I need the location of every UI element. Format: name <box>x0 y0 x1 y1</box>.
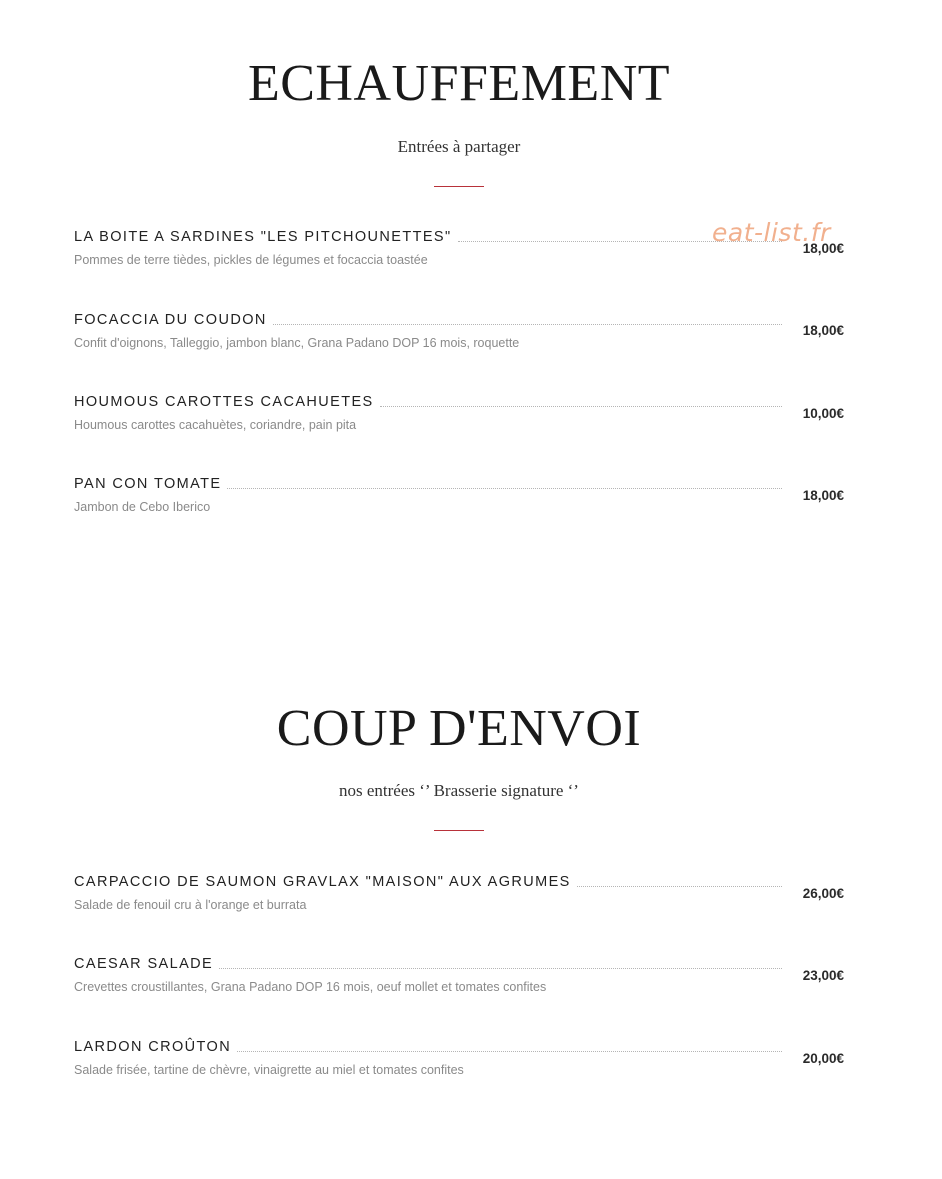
item-description: Salade de fenouil cru à l'orange et burrata <box>74 898 307 912</box>
dotted-leader <box>458 240 782 242</box>
item-price: 26,00€ <box>802 886 844 901</box>
item-name: FOCACCIA DU COUDON <box>74 312 267 328</box>
section-subtitle: nos entrées ‘’ Brasserie signature ‘’ <box>339 781 579 800</box>
menu-item <box>74 1038 844 1084</box>
item-name: PAN CON TOMATE <box>74 476 222 492</box>
item-price: 23,00€ <box>802 968 844 983</box>
dotted-leader <box>227 487 782 489</box>
item-name: LARDON CROÛTON <box>74 1039 232 1055</box>
menu-item <box>74 475 844 521</box>
dotted-leader <box>237 1050 782 1052</box>
section-subtitle: Entrées à partager <box>397 137 521 156</box>
item-description: Confit d'oignons, Talleggio, jambon blanc, Grana Padano DOP 16 mois, roquette <box>74 336 520 350</box>
item-name: CARPACCIO DE SAUMON GRAVLAX "MAISON" AUX AGRUMES <box>74 874 571 890</box>
item-price: 20,00€ <box>802 1051 844 1066</box>
item-name: CAESAR SALADE <box>74 956 214 972</box>
menu-item <box>74 311 844 357</box>
item-price: 10,00€ <box>802 406 844 421</box>
item-price: 18,00€ <box>802 488 844 503</box>
dotted-leader <box>380 405 782 407</box>
menu-item <box>74 955 844 1001</box>
menu-item <box>74 873 844 919</box>
item-description: Jambon de Cebo Iberico <box>74 500 211 514</box>
menu-item <box>74 228 844 274</box>
section-divider <box>434 830 484 831</box>
menu-item <box>74 393 844 439</box>
section-title: ECHAUFFEMENT <box>247 55 671 112</box>
item-description: Pommes de terre tièdes, pickles de légumes et focaccia toastée <box>74 253 428 267</box>
item-price: 18,00€ <box>802 241 844 256</box>
dotted-leader <box>577 885 782 887</box>
item-description: Houmous carottes cacahuètes, coriandre, pain pita <box>74 418 357 432</box>
section-divider <box>434 186 484 187</box>
item-description: Crevettes croustillantes, Grana Padano DOP 16 mois, oeuf mollet et tomates confites <box>74 980 547 994</box>
dotted-leader <box>273 323 782 325</box>
item-name: LA BOITE A SARDINES "LES PITCHOUNETTES" <box>74 229 452 245</box>
watermark-logo: eat-list.fr <box>712 218 831 247</box>
dotted-leader <box>219 967 782 969</box>
item-name: HOUMOUS CAROTTES CACAHUETES <box>74 394 374 410</box>
item-price: 18,00€ <box>802 323 844 338</box>
item-description: Salade frisée, tartine de chèvre, vinaigrette au miel et tomates confites <box>74 1063 464 1077</box>
section-title: COUP D'ENVOI <box>276 700 642 757</box>
